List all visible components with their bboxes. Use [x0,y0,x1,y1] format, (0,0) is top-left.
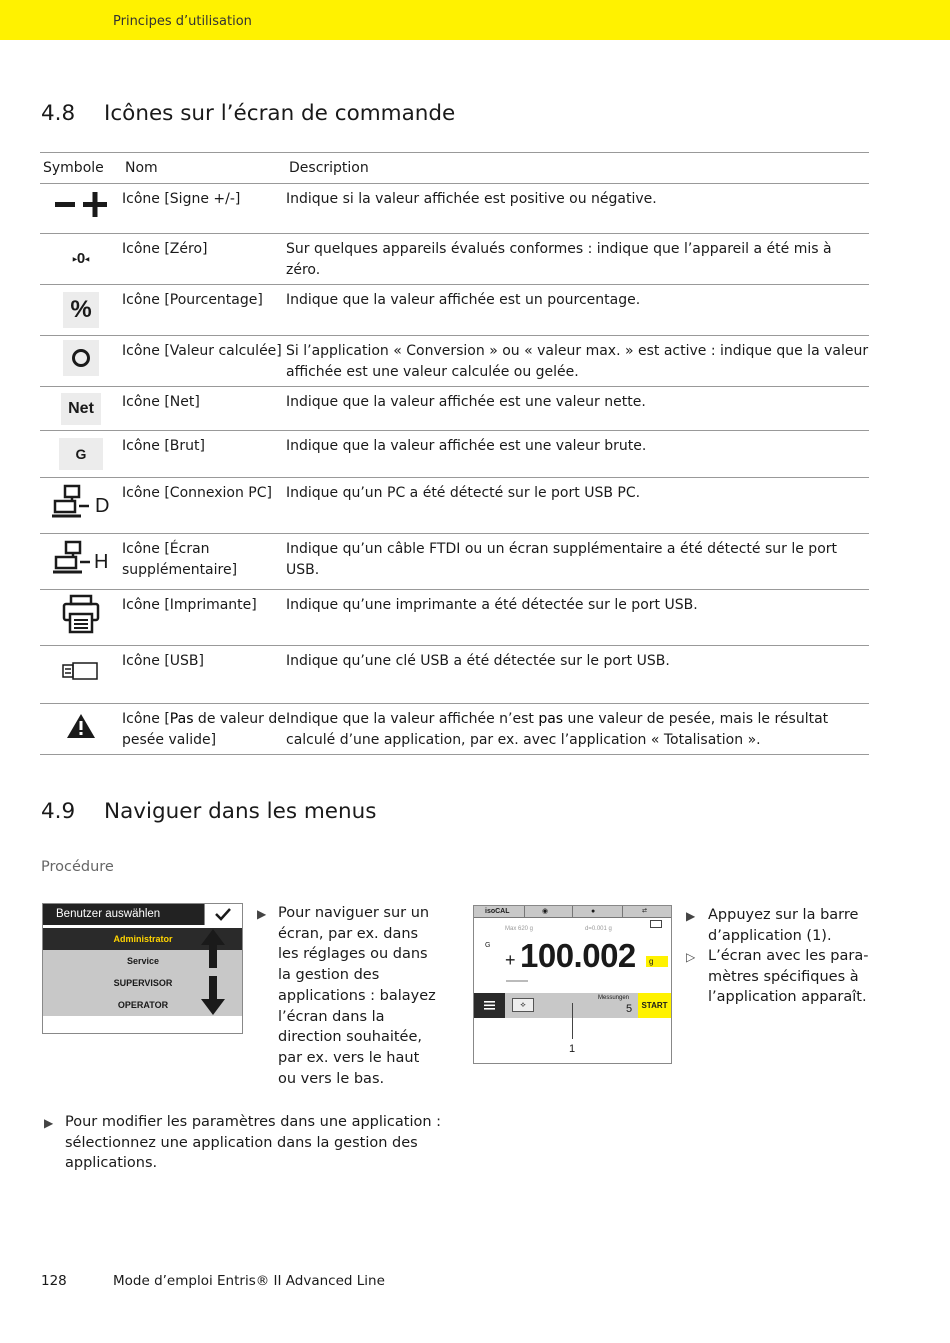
row-name: Icône [Pas de valeur de pesée valide] [122,704,286,755]
section-4-8-heading [41,101,455,126]
measure-value: 5 [626,1003,633,1015]
user-item-administrator[interactable]: Administrator [43,928,242,950]
callout-number: 1 [569,1043,576,1055]
row-description: Sur quelques appareils évalués conformes : indique que l’appareil a été mis à zéro. [286,234,869,285]
section-title: Naviguer dans les menus [104,799,377,824]
net-icon: Net [61,393,101,425]
zero-icon: ▸0◂ [72,250,90,267]
table-row [40,704,869,755]
table-row [40,534,869,590]
table-row [40,431,869,478]
document-title: Mode d’emploi Entris® II Advanced Line [113,1273,385,1289]
column-header: Nom [122,153,286,184]
connection-icon: ⇄ [642,908,648,914]
menu-icon [474,993,505,1018]
percent-icon: % [63,292,99,328]
status-bar [474,906,671,918]
readability: d=0.001 g [585,926,612,932]
measure-label: Messungen [598,995,630,1001]
user-item-operator[interactable]: OPERATOR [43,994,242,1016]
status-divider [524,906,525,917]
symbol-cell [40,336,122,387]
screen-title: Benutzer auswählen [43,904,204,925]
table-row [40,285,869,336]
row-name: Icône [Connexion PC] [122,478,286,534]
section-number: 4.9 [41,799,76,824]
row-name: Icône [Signe +/-] [122,184,286,234]
start-button[interactable]: START [638,993,671,1018]
row-description: Indique qu’un câble FTDI ou un écran supplémentaire a été détecté sur le port USB. [286,534,869,590]
row-description: Indique que la valeur affichée est une valeur brute. [286,431,869,478]
section-4-9-heading [41,799,376,824]
menu-button[interactable] [474,993,505,1018]
symbol-cell [40,285,122,336]
symbol-cell [40,387,122,431]
weighing-screen [473,905,672,1064]
step-result [686,946,876,1008]
callout-line [572,1003,573,1039]
row-description: Indique qu’un PC a été détecté sur le port USB PC. [286,478,869,534]
application-icon: ⟡ [512,998,534,1012]
max-capacity: Max 620 g [505,926,534,932]
user-item-supervisor[interactable]: SUPERVISOR [43,972,242,994]
warning-icon [66,713,96,739]
unit-label: g [646,956,668,967]
symbol-cell [40,184,122,234]
row-name: Icône [Zéro] [122,234,286,285]
table-header-row [40,153,869,184]
symbol-cell [40,590,122,646]
header-section-label: Principes d’utilisation [113,14,252,29]
row-description: Indique que la valeur affichée est un pourcentage. [286,285,869,336]
row-name: Icône [Brut] [122,431,286,478]
result-text: L’écran avec les paramètres spécifiques à l’application apparaît. [708,948,869,1006]
table-row [40,590,869,646]
section-title: Icônes sur l’écran de commande [104,101,456,126]
symbol-cell [40,704,122,755]
row-name: Icône [Imprimante] [122,590,286,646]
step-swipe [257,903,437,1089]
drop-icon: ● [591,908,596,915]
swipe-arrows-icon [199,928,227,1016]
capacity-bar [506,980,528,982]
row-description: Indique qu’une imprimante a été détectée sur le port USB. [286,590,869,646]
step-marker: ▶ [257,907,267,921]
gross-indicator: G [485,942,491,949]
table-row [40,336,869,387]
symbol-cell [40,646,122,704]
sign-indicator: + [505,950,516,970]
level-icon: ◉ [542,908,549,915]
confirm-button[interactable] [204,904,242,925]
page-number: 128 [41,1273,67,1289]
step-modify-settings [44,1112,444,1174]
pc-connection-icon: D [51,484,111,520]
symbol-cell [40,431,122,478]
result-marker: ▷ [686,950,696,964]
row-name: Icône [Écran supplémentaire] [122,534,286,590]
row-description: Indique que la valeur affichée est une valeur nette. [286,387,869,431]
symbol-cell [40,534,122,590]
table-row [40,646,869,704]
step-tap-app-bar [686,905,876,946]
step-marker: ▶ [686,909,696,923]
row-description: Indique qu’une clé USB a été détectée sur le port USB. [286,646,869,704]
weight-value: 100.002 [520,937,636,974]
icon-table [40,152,869,755]
extra-display-icon: H [52,540,110,576]
table-row [40,478,869,534]
printer-icon [61,594,101,634]
gross-icon: G [59,438,103,470]
column-header: Symbole [40,153,122,184]
procedure-label: Procédure [41,859,114,875]
minus-plus-icon [51,190,111,220]
row-description: Indique que la valeur affichée n’est pas une valeur de pesée, mais le résultat calculé d’une application, par ex. avec l’application « Totalisation ». [286,704,869,755]
symbol-cell [40,478,122,534]
section-number: 4.8 [41,101,76,126]
row-description: Indique si la valeur affichée est positive ou négative. [286,184,869,234]
isocal-label: isoCAL [485,908,510,915]
table-row [40,387,869,431]
user-item-service[interactable]: Service [43,950,242,972]
step-marker: ▶ [44,1116,54,1130]
step-text: Pour naviguer sur un écran, par ex. dans les réglages ou dans la gestion des applications : balayez l’écran dans la direction souhaitée, par ex. vers le haut ou vers le bas. [278,905,436,1087]
status-divider [572,906,573,917]
usb-icon [61,661,101,681]
user-selection-screen [42,903,243,1034]
usb-icon [650,920,662,928]
check-icon [205,904,241,924]
symbol-cell [40,234,122,285]
table-row [40,184,869,234]
row-name: Icône [USB] [122,646,286,704]
table-row [40,234,869,285]
row-name: Icône [Valeur calculée] [122,336,286,387]
row-name: Icône [Pourcentage] [122,285,286,336]
status-divider [622,906,623,917]
calculated-value-icon [63,340,99,376]
column-header: Description [286,153,869,184]
step-text: Pour modifier les paramètres dans une application : sélectionnez une application dans la gestion des applications. [65,1114,442,1172]
step-text: Appuyez sur la barre d’application (1). [708,907,859,944]
row-description: Si l’application « Conversion » ou « valeur max. » est active : indique que la valeur affichée est une valeur calculée ou gelée. [286,336,869,387]
row-name: Icône [Net] [122,387,286,431]
